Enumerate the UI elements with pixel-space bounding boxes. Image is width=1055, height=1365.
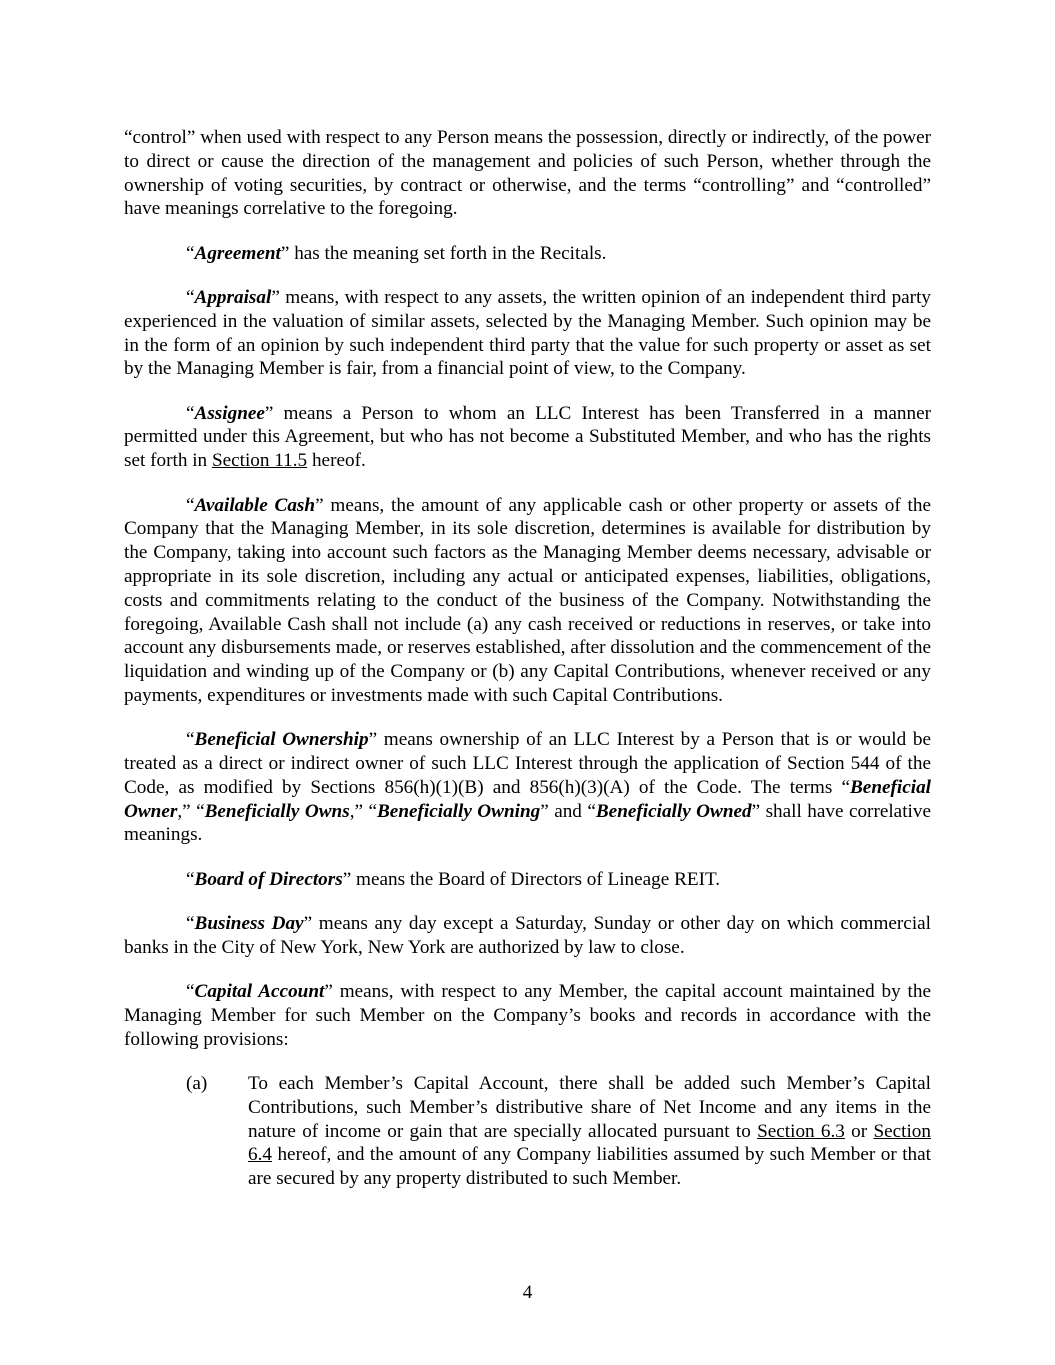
available-cash-definition-text: ” means, the amount of any applicable cash or other property or assets of the Company that the Managing Member, in its sole discretion, determines is available for distribution by the Company, taking into account such factors as the Managing Member deems necessary, advisable or appropriate in its sole discretion, including any actual or anticipated expenses, liabilities, obligations, costs and commitments relating to the conduct of the business of the Company. Notwithstanding the foregoing, Available Cash shall not include (a) any cash received or reductions in reserves, or take into account any disbursements made, or reserves established, after dissolution and the commencement of the liquidation and winding up of the Company or (b) any Capital Contributions, whenever received or any payments, expenditures or investments made with such Capital Contributions. (124, 494, 931, 706)
beneficial-ownership-definition-paragraph (124, 728, 931, 847)
list-item-a (124, 1072, 931, 1191)
section-reference-link[interactable]: Section 6.3 (757, 1120, 845, 1142)
agreement-definition-text: ” has the meaning set forth in the Recitals. (280, 242, 607, 264)
list-item-label: (a) (186, 1073, 208, 1094)
defined-term-beneficial-owner: Beneficial Owner (124, 776, 931, 822)
defined-term-capital-account: Capital Account (194, 981, 325, 1003)
list-item-text: To each Member’s Capital Account, there shall be added such Member’s Capital Contributions, such Member’s distributive share of Net Income and any items in the nature of income or gain that are specially allocated pursuant to (248, 1073, 931, 1142)
page-number: 4 (522, 1282, 533, 1303)
capital-account-definition-text: ” means, with respect to any Member, the capital account maintained by the Managing Member for such Member on the Company’s books and records in accordance with the following provisions: (124, 981, 931, 1050)
board-of-directors-definition-text: ” means the Board of Directors of Lineage REIT. (342, 868, 721, 890)
assignee-definition-tail: hereof. (307, 450, 366, 472)
list-item-text: or (844, 1120, 874, 1142)
term-separator: ,” “ (349, 800, 377, 822)
list-item-body (248, 1072, 931, 1191)
open-quote: “ (186, 402, 195, 424)
appraisal-definition-paragraph (124, 286, 931, 381)
open-quote: “ (186, 981, 195, 1003)
beneficial-ownership-definition-tail: ” shall have correlative meanings. (124, 800, 931, 846)
agreement-definition-paragraph (124, 242, 931, 266)
list-item-text: hereof, and the amount of any Company liabilities assumed by such Member or that are secured by any property distributed to such Member. (248, 1144, 931, 1190)
defined-term-appraisal: Appraisal (194, 286, 272, 308)
open-quote: “ (186, 913, 195, 935)
assignee-definition-paragraph (124, 402, 931, 473)
open-quote: “ (186, 868, 195, 890)
defined-term-agreement: Agreement (194, 242, 281, 264)
available-cash-definition-paragraph (124, 494, 931, 708)
appraisal-definition-text: ” means, with respect to any assets, the written opinion of an independent third party experienced in the valuation of similar assets, selected by the Managing Member. Such opinion may be in the form of an opinion by such independent third party that the value for such property or asset as set by the Managing Member is fair, from a financial point of view, to the Company. (124, 286, 931, 380)
board-of-directors-definition-paragraph (124, 868, 931, 892)
defined-term-available-cash: Available Cash (194, 494, 316, 516)
business-day-definition-text: ” means any day except a Saturday, Sunday or other day on which commercial banks in the City of New York, New York are authorized by law to close. (124, 913, 931, 958)
term-separator: ,” “ (177, 800, 205, 822)
defined-term-beneficially-owned: Beneficially Owned (595, 800, 752, 822)
section-reference-link[interactable]: Section 11.5 (211, 450, 308, 472)
defined-term-business-day: Business Day (194, 913, 304, 935)
defined-term-beneficially-owns: Beneficially Owns (204, 800, 350, 822)
open-quote: “ (186, 494, 195, 516)
defined-term-beneficially-owning: Beneficially Owning (377, 800, 541, 822)
assignee-definition-text: ” means a Person to whom an LLC Interest has been Transferred in a manner permitted under this Agreement, but who has not become a Substituted Member, and who has the rights set forth in (124, 402, 931, 472)
document-page (124, 126, 931, 1191)
section-reference-link[interactable]: Section 6.4 (248, 1120, 931, 1166)
defined-term-assignee: Assignee (194, 402, 265, 424)
open-quote: “ (186, 286, 195, 308)
control-definition-paragraph (124, 126, 931, 221)
term-separator: ” and “ (540, 800, 596, 822)
control-definition-text: “control” when used with respect to any Person means the possession, directly or indirectly, of the power to direct or cause the direction of the management and policies of such Person, whether through the ownership of voting securities, by contract or otherwise, and the terms “controlling” and “controlled” have meanings correlative to the foregoing. (124, 127, 931, 220)
business-day-definition-paragraph (124, 912, 931, 960)
open-quote: “ (186, 242, 195, 264)
defined-term-board-of-directors: Board of Directors (194, 868, 343, 890)
defined-term-beneficial-ownership: Beneficial Ownership (194, 729, 369, 751)
beneficial-ownership-definition-text: ” means ownership of an LLC Interest by a Person that is or would be treated as a direct or indirect owner of such LLC Interest through the application of Section 544 of the Code, as modified by Sections 856(h)(1)(B) and 856(h)(3)(A) of the Code. The terms “ (124, 729, 931, 798)
open-quote: “ (186, 729, 195, 751)
capital-account-definition-paragraph (124, 980, 931, 1051)
